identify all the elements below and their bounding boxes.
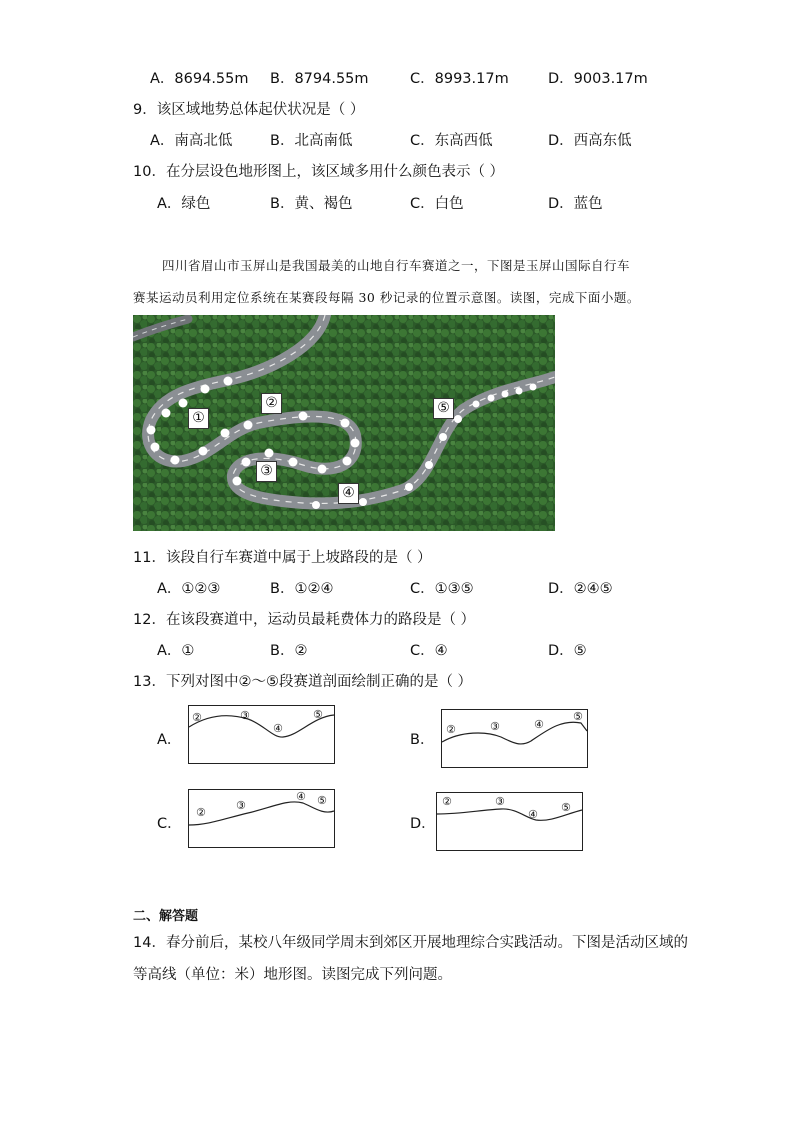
race-track-aerial-photo [133,315,555,531]
photo-label-4: ④ [338,483,359,504]
q9-option-b: B．北高南低 [270,133,353,149]
section-2-title: 二、解答题 [133,909,199,924]
q14-line-1: 14．春分前后，某校八年级同学周末到郊区开展地理综合实践活动。下图是活动区域的 [133,935,688,951]
q13-a-mark-5: ⑤ [313,708,323,721]
q10-option-d: D．蓝色 [548,196,603,212]
q11-option-b: B．①②④ [270,581,334,597]
q9-option-a: A．南高北低 [150,133,233,149]
q14-line-2: 等高线（单位：米）地形图。读图完成下列问题。 [133,967,452,983]
q13-b-mark-5: ⑤ [573,710,583,723]
q8-option-b: B．8794.55m [270,71,369,87]
q12-option-b: B．② [270,643,308,659]
q8-option-c: C．8993.17m [410,71,509,87]
photo-label-1: ① [188,408,209,429]
q10-option-b: B．黄、褐色 [270,196,353,212]
q13-option-d-label: D． [410,816,436,832]
q13-b-mark-4: ④ [534,718,544,731]
q13-d-mark-3: ③ [495,795,505,808]
q11-option-a: A．①②③ [157,581,221,597]
q13-option-c-label: C． [157,816,182,832]
q9-option-d: D．西高东低 [548,133,632,149]
q9-option-c: C．东高西低 [410,133,493,149]
q8-option-a: A．8694.55m [150,71,249,87]
q13-profile-c [188,789,336,849]
q12-stem: 12．在该段赛道中，运动员最耗费体力的路段是（ ） [133,612,476,628]
q10-option-c: C．白色 [410,196,464,212]
q13-stem: 13．下列对图中②～⑤段赛道剖面绘制正确的是（ ） [133,674,473,690]
q11-option-d: D．②④⑤ [548,581,613,597]
q13-b-mark-3: ③ [490,720,500,733]
q12-option-c: C．④ [410,643,448,659]
q12-option-a: A．① [157,643,195,659]
q13-d-mark-4: ④ [528,808,538,821]
q13-c-mark-4: ④ [296,790,306,803]
q13-a-mark-3: ③ [240,709,250,722]
q9-stem: 9．该区域地势总体起伏状况是（ ） [133,102,365,118]
q10-stem: 10．在分层设色地形图上，该区域多用什么颜色表示（ ） [133,164,505,180]
photo-label-3: ③ [256,461,277,482]
q13-c-mark-5: ⑤ [317,794,327,807]
q13-a-mark-4: ④ [273,722,283,735]
passage-line-1: 四川省眉山市玉屏山是我国最美的山地自行车赛道之一，下图是玉屏山国际自行车 [162,258,631,273]
q11-stem: 11．该段自行车赛道中属于上坡路段的是（ ） [133,550,432,566]
q11-option-c: C．①③⑤ [410,581,474,597]
q13-d-mark-2: ② [442,795,452,808]
q13-a-mark-2: ② [192,711,202,724]
q13-option-b-label: B． [410,732,435,748]
q12-option-d: D．⑤ [548,643,587,659]
q13-b-mark-2: ② [446,723,456,736]
q13-d-mark-5: ⑤ [561,801,571,814]
q8-option-d: D．9003.17m [548,71,648,87]
q13-c-mark-2: ② [196,806,206,819]
q13-option-a-label: A． [157,732,182,748]
photo-label-5: ⑤ [433,398,454,419]
q10-option-a: A．绿色 [157,196,211,212]
photo-label-2: ② [261,393,282,414]
q13-profile-b [441,709,589,769]
q13-c-mark-3: ③ [236,799,246,812]
passage-line-2: 赛某运动员利用定位系统在某赛段每隔 30 秒记录的位置示意图。读图，完成下面小题。 [133,290,640,305]
